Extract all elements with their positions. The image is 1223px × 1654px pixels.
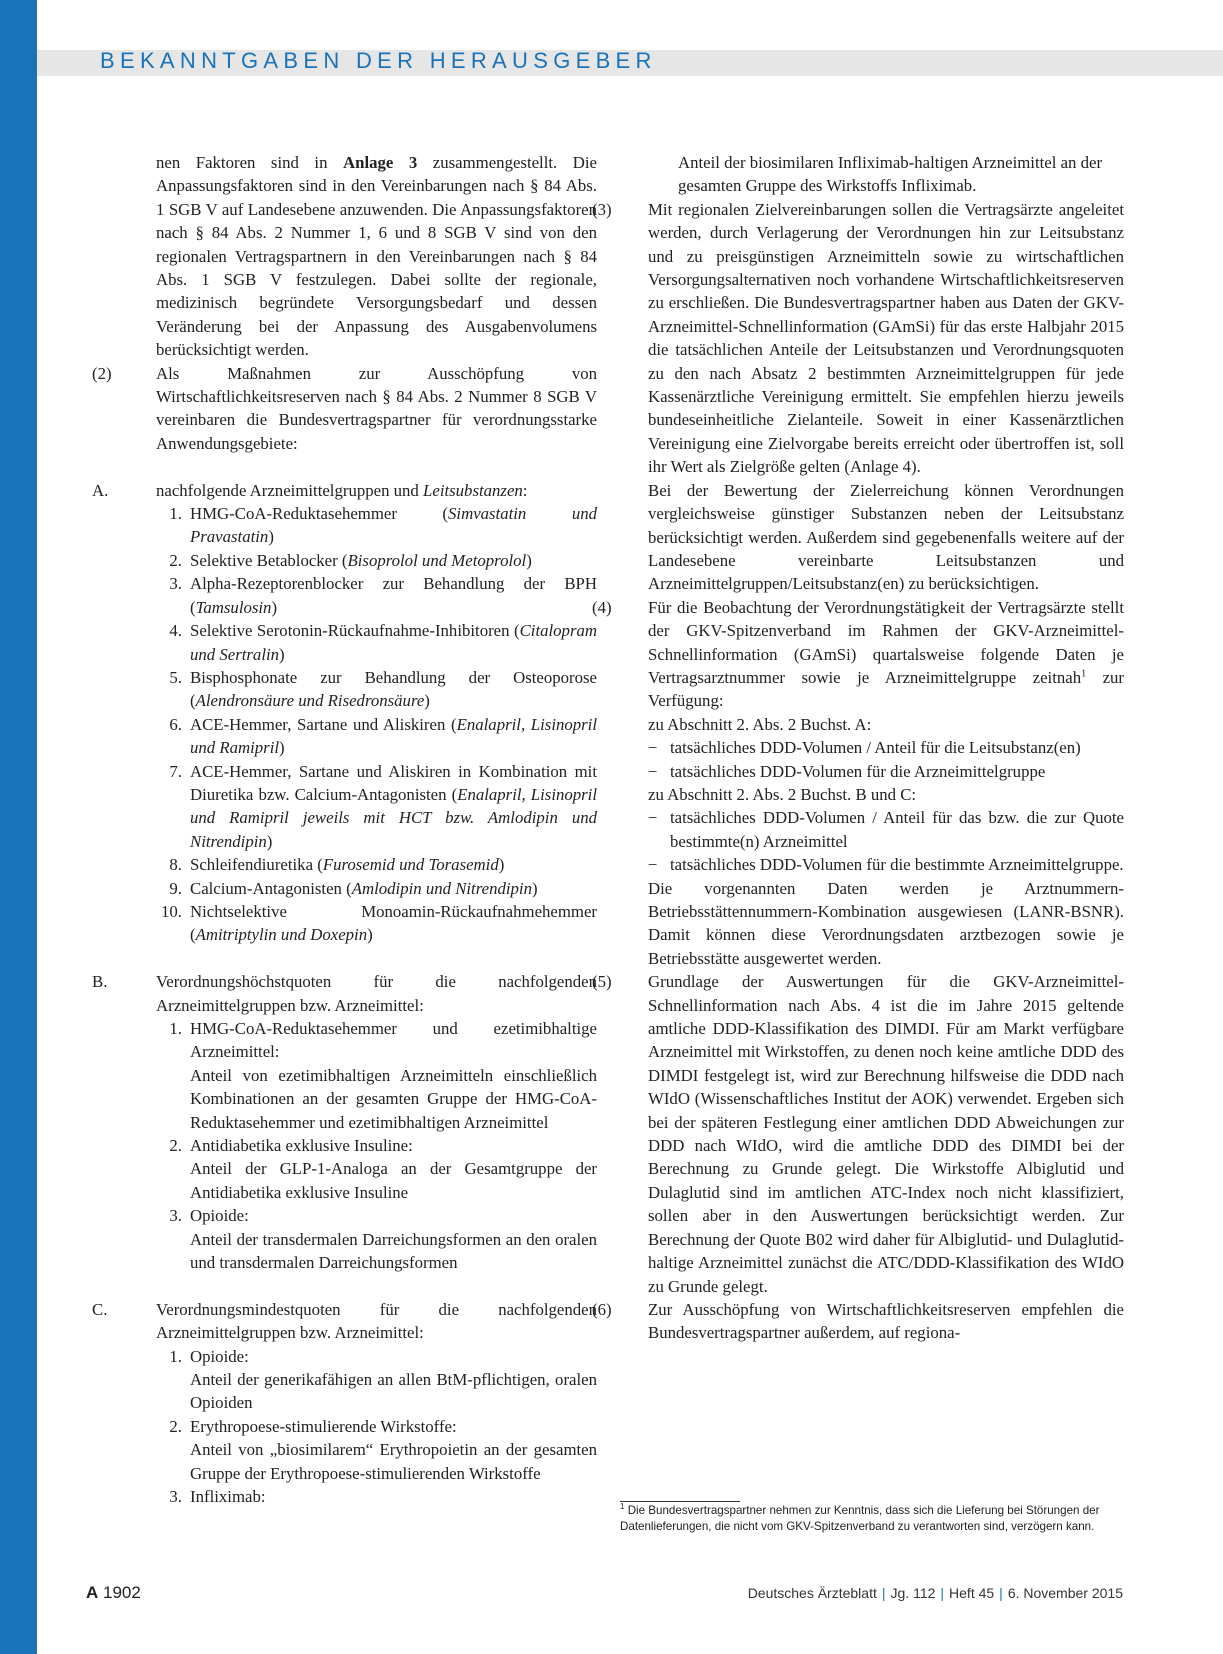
p4-text-end: zur Verfügung: (648, 667, 1124, 711)
journal-volume: Jg. 112 (890, 1585, 936, 1601)
list-item-number: 1. (169, 504, 182, 524)
list-item-end: ) (266, 831, 273, 851)
list-item-title: Erythropoese-stimulierende Wirkstoffe: (190, 1416, 457, 1436)
section-label: A. (92, 480, 109, 500)
section-text: Verordnungsmindestquoten für die nachfolgenden Arzneimittelgruppen bzw. Arzneimittel: (156, 1299, 597, 1343)
list-item-number: 3. (169, 1206, 182, 1226)
list-item (156, 1415, 597, 1485)
left-column (92, 151, 597, 1509)
paragraph-label: (3) (592, 199, 612, 219)
list-item-number: 5. (169, 667, 182, 687)
paragraph-text-2: Die vorgenannten Daten werden je Arztnummern-Betriebsstättennummern-Kombination ausgewiesen (LANR-BSNR). Damit können diese Verordnungsdaten arztbezogen sowie je Betriebsstätte ausgewertet werden. (648, 878, 1124, 968)
dash-glyph: − (648, 808, 658, 828)
paragraph-3 (592, 198, 1124, 596)
paragraph-text (648, 596, 1124, 713)
paragraph-label: (4) (592, 597, 612, 617)
list-item-number: 3. (169, 1487, 182, 1507)
list-item-substances: Simvastatin und Pravastatin (190, 504, 597, 547)
list-item (156, 713, 597, 760)
intro-paragraph (156, 151, 597, 362)
list-item (156, 549, 597, 572)
list-item-text: Schleifendiuretika ( (190, 855, 323, 875)
list-item-end: ) (268, 527, 274, 547)
footnote-text: Die Bundesvertragspartner nehmen zur Kenntnis, dass sich die Lieferung bei Störungen der Datenlieferungen, die nicht vom GKV-Spitzenverband zu verantworten sind, verzögern kann. (620, 1504, 1100, 1533)
paragraph-4 (592, 596, 1124, 971)
page-letter: A (86, 1583, 99, 1602)
intro-text-rest: zusammengestellt. Die Anpassungsfaktoren sind in den Vereinbarungen nach § 84 Abs. 1 SGB V auf Landesebene anzuwenden. Die Anpassungsfaktoren nach § 84 Abs. 2 Nummer 1, 6 und 8 SGB V sind von den regionalen Vertragspartnern in den Vereinbarungen nach § 84 Abs. 1 SGB V festzulegen. Dabei sollte der regionale, medizinisch begründete Versorgungsbedarf und dessen Veränderung bei der Anpassung des Ausgabenvolumens berücksichtigt werden. (156, 153, 597, 360)
side-accent-bar (0, 0, 37, 1654)
section-b (92, 970, 597, 1017)
dash-item (648, 853, 1124, 876)
dash-glyph: − (648, 761, 658, 781)
list-item (156, 853, 597, 876)
list-item-end: ) (498, 855, 505, 875)
dash-item-text: tatsächliches DDD-Volumen für die Arzneimittelgruppe (670, 761, 1046, 781)
list-item-title: HMG-CoA-Reduktasehemmer und ezetimibhaltige Arzneimittel: (190, 1019, 597, 1062)
list-item-description: Anteil von „biosimilarem“ Erythropoietin an der gesamten Gruppe der Erythropoese-stimulierenden Wirkstoffe (190, 1440, 597, 1483)
section-c (92, 1298, 597, 1345)
list-item (156, 619, 597, 666)
paragraph-text: Grundlage der Auswertungen für die GKV-Arzneimittel-Schnellinformation nach Abs. 4 ist die im Jahre 2015 geltende amtliche DDD-Klassifikation des DIMDI. Für am Markt verfügbare Arzneimittel mit Wirkstoffen, zu denen noch keine amtliche DDD des DIMDI festgelegt ist, wird zur Berechnung hilfsweise die DDD nach WIdO (Wissenschaftliches Institut der AOK) verwendet. Ergeben sich bei der späteren Festlegung einer amtlichen DDD Abweichungen zur DDD nach WIdO, wird die amtliche DDD des DIMDI bei der Berechnung zu Grunde gelegt. Die Wirkstoffe Albiglutid und Dulaglutid sind im amtlichen ATC-Index noch nicht klassifiziert, sollen aber in den Auswertungen berücksichtigt werden. Zur Berechnung der Quote B02 wird daher für Albiglutid- und Dulaglutid-haltige Arzneimittel zunächst die ATC/DDD-Klassifikation des WIdO zu Grunde gelegt. (648, 972, 1124, 1296)
paragraph-text: Als Maßnahmen zur Ausschöpfung von Wirtschaftlichkeitsreserven nach § 84 Abs. 2 Nummer 8 SGB V vereinbaren die Bundesvertragspartner für verordnungsstarke Anwendungsgebiete: (156, 363, 597, 453)
list-item-text: Selektive Serotonin-Rückaufnahme-Inhibitoren ( (190, 621, 520, 641)
section-a-list (92, 502, 597, 947)
paragraph-6 (592, 1298, 1124, 1345)
list-item (156, 502, 597, 549)
continuation-text: Anteil der biosimilaren Infliximab-haltigen Arzneimittel an der gesamten Gruppe des Wirkstoffs Infliximab. (678, 153, 1103, 196)
dash-glyph: − (648, 738, 658, 758)
dash-item-text: tatsächliches DDD-Volumen / Anteil für die Leitsubstanz(en) (670, 738, 1081, 758)
list-item-substances: Enalapril, Lisinopril und Ramipril jeweils mit HCT bzw. Amlodipin und Nitrendipin (190, 784, 598, 851)
page-number (86, 1583, 141, 1603)
intro-text-start: nen Faktoren sind in (156, 153, 344, 172)
list-item-number: 3. (169, 574, 182, 594)
list-item-number: 8. (169, 855, 182, 875)
list-item-description: Anteil der generikafähigen an allen BtM-pflichtigen, oralen Opioiden (190, 1370, 597, 1413)
list-item-description: Anteil der GLP-1-Analoga an der Gesamtgruppe der Antidiabetika exklusive Insuline (190, 1159, 597, 1202)
dash-item-text: tatsächliches DDD-Volumen / Anteil für das bzw. die zur Quote bestimmte(n) Arzneimittel (670, 808, 1124, 851)
list-item-substances: Citalopram und Sertralin (190, 621, 597, 664)
list-item-substances: Amlodipin und Nitrendipin (351, 878, 532, 898)
p4-subheading-bc: zu Abschnitt 2. Abs. 2 Buchst. B und C: (648, 784, 917, 804)
section-text: Verordnungshöchstquoten für die nachfolgenden Arzneimittelgruppen bzw. Arzneimittel: (156, 972, 597, 1015)
dash-glyph: − (648, 855, 658, 875)
p4-subheading-a: zu Abschnitt 2. Abs. 2 Buchst. A: (648, 714, 872, 734)
list-item (156, 1204, 597, 1274)
section-a-text: nachfolgende Arzneimittelgruppen und (156, 480, 424, 500)
list-item-number: 2. (169, 1136, 182, 1156)
separator: | (999, 1585, 1003, 1601)
separator: | (940, 1585, 945, 1601)
list-item-description: Anteil der transdermalen Darreichungsformen an den oralen und transdermalen Darreichungsformen (190, 1229, 597, 1273)
list-item-end: ) (424, 691, 430, 711)
list-item-title: Opioide: (190, 1206, 249, 1226)
list-item-title: Opioide: (190, 1346, 249, 1366)
list-item-description: Anteil von ezetimibhaltigen Arzneimitteln einschließlich Kombinationen an der gesamten Gruppe der HMG-CoA-Reduktasehemmer und ezetimibhaltigen Arzneimittel (190, 1065, 597, 1132)
footnote-marker: 1 (1081, 668, 1087, 680)
section-label: B. (92, 972, 108, 992)
paragraph-text: Zur Ausschöpfung von Wirtschaftlichkeitsreserven empfehlen die Bundesvertragspartner außerdem, auf regiona- (648, 1299, 1124, 1343)
list-item-end: ) (279, 644, 285, 664)
section-a-italic: Leitsubstanzen (423, 480, 523, 500)
section-a (92, 479, 597, 502)
list-item-number: 1. (169, 1019, 182, 1038)
list-item-title: Infliximab: (190, 1487, 266, 1507)
footnote-divider (620, 1501, 740, 1502)
list-item-substances: Alendronsäure und Risedronsäure (195, 691, 425, 711)
paragraph-label: (5) (592, 972, 612, 992)
paragraph-5 (592, 970, 1124, 1298)
section-label: C. (92, 1299, 108, 1319)
list-item (156, 1017, 597, 1134)
list-item (156, 1485, 597, 1508)
list-item-number: 9. (169, 878, 182, 898)
list-item-text: Calcium-Antagonisten ( (190, 878, 352, 898)
dash-item (648, 806, 1124, 853)
journal-issue: Heft 45 (949, 1585, 995, 1601)
separator: | (881, 1585, 886, 1601)
journal-name: Deutsches Ärzteblatt (747, 1585, 877, 1601)
section-text (156, 479, 597, 502)
list-item-text: Selektive Betablocker ( (190, 550, 348, 570)
right-column (592, 151, 1124, 1345)
section-c-list (92, 1345, 597, 1509)
dash-item (648, 760, 1124, 783)
paragraph-label: (6) (592, 1299, 612, 1319)
intro-bold-ref: Anlage 3 (343, 153, 418, 172)
list-item-substances: Amitriptylin und Doxepin (195, 925, 368, 945)
list-item-text: HMG-CoA-Reduktasehemmer ( (190, 504, 449, 524)
list-item-end: ) (279, 738, 285, 758)
section-header-title: BEKANNTGABEN DER HERAUSGEBER (100, 48, 657, 73)
paragraph-text-2: Bei der Bewertung der Zielerreichung können Verordnungen vergleichsweise günstiger Substanzen neben der Leitsubstanz berücksichtigt werden. Außerdem sind gegebenenfalls weitere auf der Landesebene vereinbarte Leitsubstanzen und Arzneimittelgruppen/Leitsubstanz(en) zu berücksichtigen. (648, 480, 1124, 594)
section-a-end: : (522, 480, 528, 500)
list-item-substances: Tamsulosin (195, 597, 272, 617)
list-item-text: Alpha-Rezeptorenblocker zur Behandlung der BPH ( (190, 574, 597, 617)
list-item-text: Bisphosphonate zur Behandlung der Osteoporose ( (190, 667, 597, 711)
list-item-text: ACE-Hemmer, Sartane und Aliskiren in Kombination mit Diuretika bzw. Calcium-Antagonisten ( (190, 761, 597, 804)
footnote-number: 1 (620, 1502, 625, 1512)
list-item (156, 900, 597, 947)
p4-dash-list-a (620, 736, 1124, 783)
p4-text: Für die Beobachtung der Verordnungstätigkeit der Vertragsärzte stellt der GKV-Spitzenverband im Rahmen der GKV-Arzneimittel-Schnellinformation (GAmSi) quartalsweise folgende Daten je Vertragsarztnummer sowie je Arzneimittelgruppe zeitnah (648, 597, 1124, 687)
paragraph-text: Mit regionalen Zielvereinbarungen sollen die Vertragsärzte angeleitet werden, durch Verlagerung der Verordnungen hin zur Leitsubstanz und zu preisgünstigen Arzneimitteln sowie zu wirtschaftlichen Versorgungsalternativen noch vorhandene Wirtschaftlichkeitsreserven zu erschließen. Die Bundesvertragspartner haben aus Daten der GKV-Arzneimittel-Schnellinformation (GAmSi) für das erste Halbjahr 2015 die tatsächlichen Anteile der Leitsubstanzen und Verordnungsquoten zu den nach Absatz 2 bestimmten Arzneimittelgruppen für jede Kassenärztliche Vereinigung ermittelt. Sie empfehlen hierzu jeweils bundeseinheitliche Zielanteile. Soweit in einer Kassenärztlichen Vereinigung eine Zielvorgabe bereits erreicht oder übertroffen ist, soll ihr Wert als Zielgröße gelten (Anlage 4). (648, 199, 1124, 477)
list-item-number: 2. (169, 1416, 182, 1436)
list-item-end: ) (526, 550, 532, 570)
list-item (156, 572, 597, 619)
list-item-title: Antidiabetika exklusive Insuline: (190, 1136, 413, 1156)
list-item-substances: Enalapril, Lisinopril und Ramipril (190, 714, 598, 758)
page-number-value: 1902 (103, 1583, 141, 1602)
list-item-end: ) (367, 925, 373, 945)
list-item-substances: Furosemid und Torasemid (322, 855, 499, 875)
dash-item-text: tatsächliches DDD-Volumen für die bestimmte Arzneimittelgruppe. (670, 855, 1124, 875)
journal-date: 6. November 2015 (1007, 1585, 1123, 1601)
list-item-number: 4. (169, 621, 182, 641)
list-item-end: ) (531, 878, 538, 898)
list-item (156, 760, 597, 854)
list-item-number: 6. (169, 714, 182, 734)
paragraph-label: (2) (92, 363, 112, 383)
list-item-end: ) (271, 597, 278, 617)
journal-info (748, 1585, 1123, 1601)
section-b-list (92, 1017, 597, 1274)
list-item (156, 1345, 597, 1415)
list-item (156, 666, 597, 713)
footnote (620, 1503, 1120, 1535)
list-item-number: 2. (169, 550, 182, 570)
list-item-substances: Bisoprolol und Metoprolol (347, 550, 527, 570)
list-item-number: 7. (169, 761, 182, 781)
list-item (156, 877, 597, 900)
list-item-text: ACE-Hemmer, Sartane und Aliskiren ( (190, 714, 457, 734)
list-item-number: 1. (169, 1346, 182, 1366)
paragraph-2 (92, 362, 597, 456)
list-item (156, 1134, 597, 1204)
list-item-number: 10. (161, 901, 182, 921)
dash-item (648, 736, 1124, 759)
list-item-text: Nichtselektive Monoamin-Rückaufnahmehemmer ( (190, 901, 597, 945)
p4-dash-list-bc (620, 806, 1124, 876)
